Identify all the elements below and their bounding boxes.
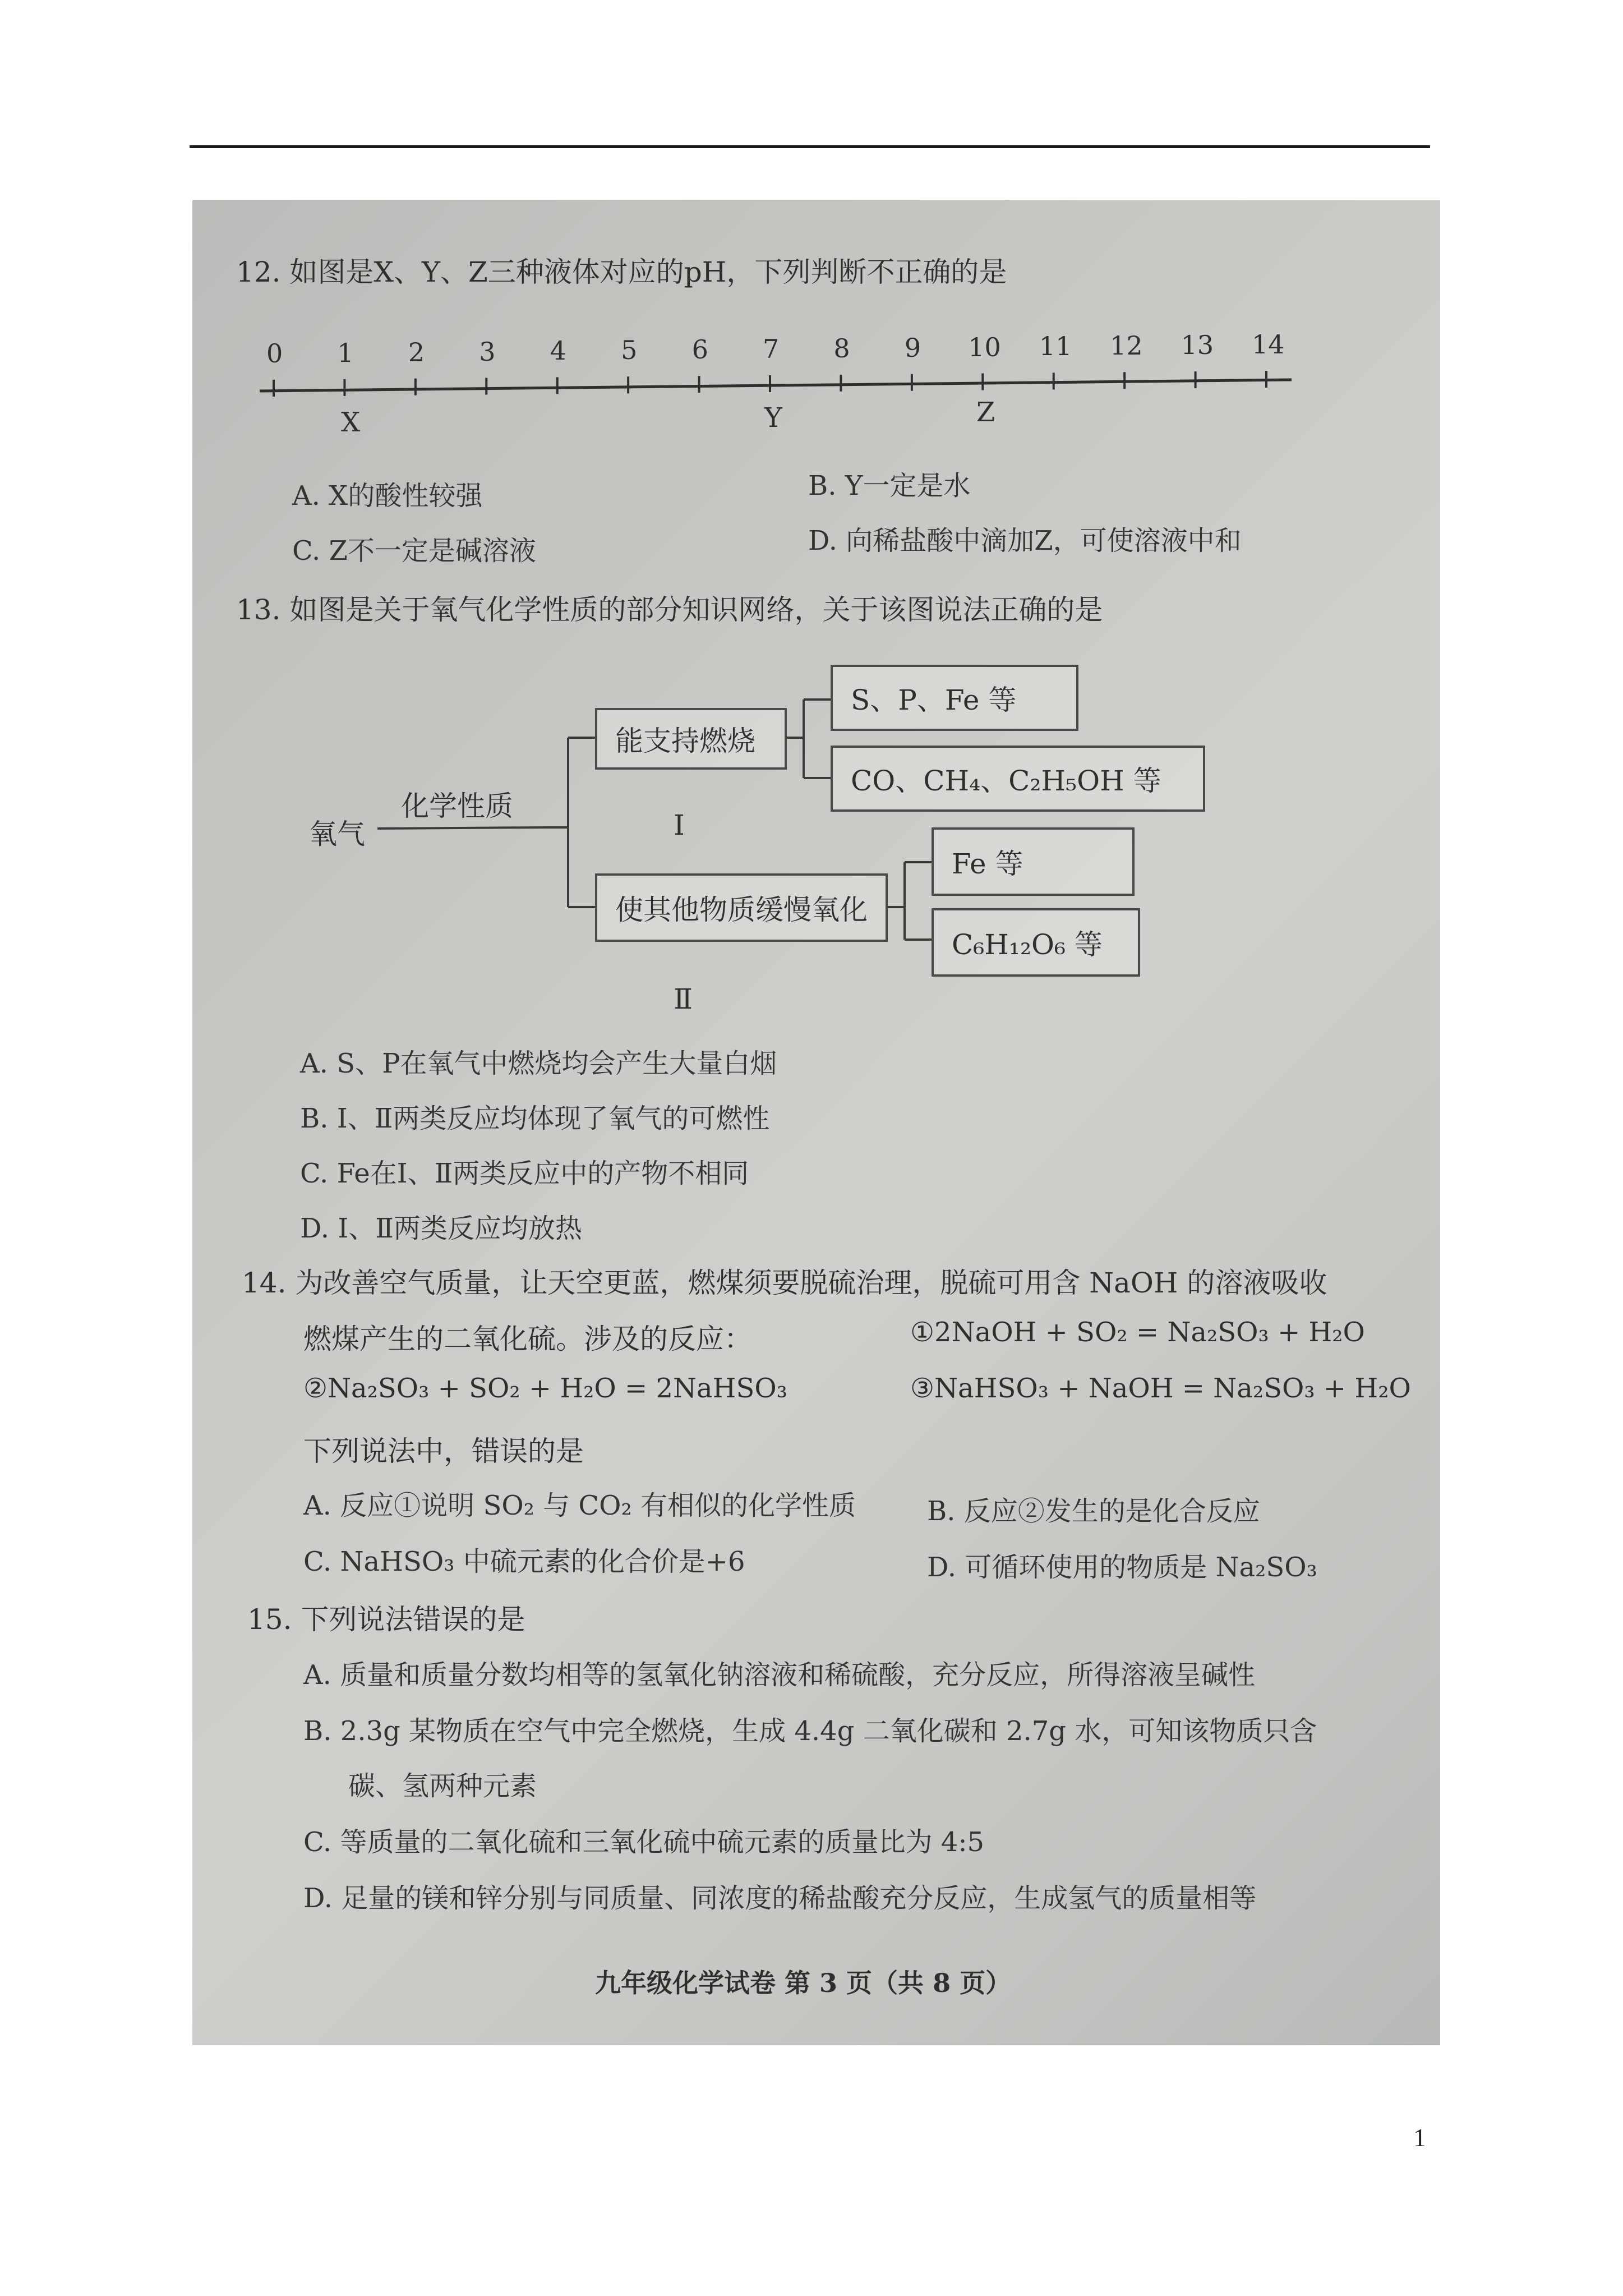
branch2-label: 使其他物质缓慢氧化 — [615, 894, 868, 926]
ph-marker-z: Z — [976, 397, 995, 428]
ph-tick-label: 2 — [408, 337, 425, 367]
q14-stem-line1: 14. 为改善空气质量，让天空更蓝，燃煤须要脱硫治理，脱硫可用含 NaOH 的溶液吸收 — [242, 1267, 1327, 1299]
scanned-page-photo — [192, 200, 1440, 2045]
ph-tick-label: 4 — [550, 335, 566, 366]
q14-option-b: B. 反应②发生的是化合反应 — [927, 1496, 1260, 1527]
ph-tick-label: 10 — [968, 332, 1001, 362]
q14-option-d: D. 可循环使用的物质是 Na₂SO₃ — [927, 1552, 1317, 1583]
q12-option-d: D. 向稀盐酸中滴加Z，可使溶液中和 — [808, 525, 1242, 556]
ph-tick-label: 11 — [1039, 331, 1072, 362]
diagram-branch-support-combustion — [595, 708, 787, 770]
q14-equation-3: ③NaHSO₃ + NaOH = Na₂SO₃ + H₂O — [910, 1373, 1411, 1404]
q13-stem: 13. 如图是关于氧气化学性质的部分知识网络，关于该图说法正确的是 — [236, 593, 1103, 626]
q15-option-b-line1: B. 2.3g 某物质在空气中完全燃烧，生成 4.4g 二氧化碳和 2.7g 水，可知该物质只含 — [303, 1715, 1317, 1747]
q15-option-d: D. 足量的镁和锌分别与同质量、同浓度的稀盐酸充分反应，生成氢气的质量相等 — [303, 1883, 1257, 1914]
q15-option-a: A. 质量和质量分数均相等的氢氧化钠溶液和稀硫酸，充分反应，所得溶液呈碱性 — [303, 1659, 1256, 1691]
ph-tick-label: 13 — [1181, 330, 1214, 361]
ph-tick-label: 0 — [266, 338, 283, 369]
leaf1a-label: S、P、Fe 等 — [851, 684, 1017, 716]
ph-tick-label: 3 — [479, 336, 496, 367]
ph-tick-label: 8 — [833, 333, 850, 364]
page-number: 1 — [1413, 2123, 1426, 2152]
q12-option-a: A. X的酸性较强 — [292, 480, 483, 512]
diagram-branch-slow-oxidation — [595, 873, 888, 942]
diagram-leaf-s-p-fe — [831, 665, 1078, 731]
diagram-leaf-co-ch4-c2h5oh — [831, 746, 1205, 812]
q14-equation-2: ②Na₂SO₃ + SO₂ + H₂O = 2NaHSO₃ — [303, 1373, 787, 1404]
ph-tick-label: 7 — [763, 334, 780, 364]
diagram-edge-label: 化学性质 — [401, 790, 513, 822]
ph-tick-label: 9 — [904, 332, 921, 363]
ph-marker-y: Y — [764, 402, 782, 434]
q13-option-b: B. Ⅰ、Ⅱ两类反应均体现了氧气的可燃性 — [300, 1103, 770, 1134]
q14-stem-line2: 燃煤产生的二氧化硫。涉及的反应： — [303, 1323, 752, 1355]
diagram-leaf-c6h12o6 — [932, 908, 1140, 977]
page-footer: 九年级化学试卷 第 3 页（共 8 页） — [595, 1968, 1012, 1998]
ph-tick-label: 1 — [337, 337, 354, 368]
ph-tick-label: 6 — [691, 334, 708, 365]
branch1-label: 能支持燃烧 — [615, 725, 755, 757]
q14-equation-1: ①2NaOH + SO₂ = Na₂SO₃ + H₂O — [910, 1317, 1365, 1348]
q12-stem: 12. 如图是X、Y、Z三种液体对应的pH，下列判断不正确的是 — [236, 256, 1007, 288]
q12-option-c: C. Z不一定是碱溶液 — [292, 535, 536, 567]
q13-option-a: A. S、P在氧气中燃烧均会产生大量白烟 — [300, 1048, 777, 1079]
diagram-roman-1: Ⅰ — [674, 809, 685, 841]
q14-prompt: 下列说法中，错误的是 — [303, 1435, 584, 1467]
top-rule — [190, 145, 1430, 148]
edge-underline — [377, 827, 546, 829]
leaf2a-label: Fe 等 — [952, 848, 1023, 880]
leaf2b-label: C₆H₁₂O₆ 等 — [952, 928, 1103, 961]
q15-option-c: C. 等质量的二氧化硫和三氧化硫中硫元素的质量比为 4:5 — [303, 1826, 985, 1858]
q13-option-c: C. Fe在Ⅰ、Ⅱ两类反应中的产物不相同 — [300, 1158, 749, 1189]
q14-option-a: A. 反应①说明 SO₂ 与 CO₂ 有相似的化学性质 — [303, 1490, 856, 1521]
diagram-root-oxygen: 氧气 — [309, 818, 365, 850]
q15-option-b-line2: 碳、氢两种元素 — [348, 1770, 537, 1802]
ph-tick-label: 12 — [1110, 330, 1143, 361]
diagram-roman-2: Ⅱ — [674, 983, 693, 1015]
ph-tick-label: 5 — [621, 335, 638, 366]
q12-option-b: B. Y一定是水 — [808, 470, 971, 501]
q13-option-d: D. Ⅰ、Ⅱ两类反应均放热 — [300, 1213, 582, 1244]
q14-option-c: C. NaHSO₃ 中硫元素的化合价是+6 — [303, 1546, 745, 1577]
diagram-leaf-fe — [932, 827, 1135, 896]
q15-stem: 15. 下列说法错误的是 — [247, 1603, 525, 1636]
ph-tick-label: 14 — [1252, 329, 1285, 360]
leaf1b-label: CO、CH₄、C₂H₅OH 等 — [851, 765, 1161, 797]
ph-marker-x: X — [341, 407, 361, 438]
